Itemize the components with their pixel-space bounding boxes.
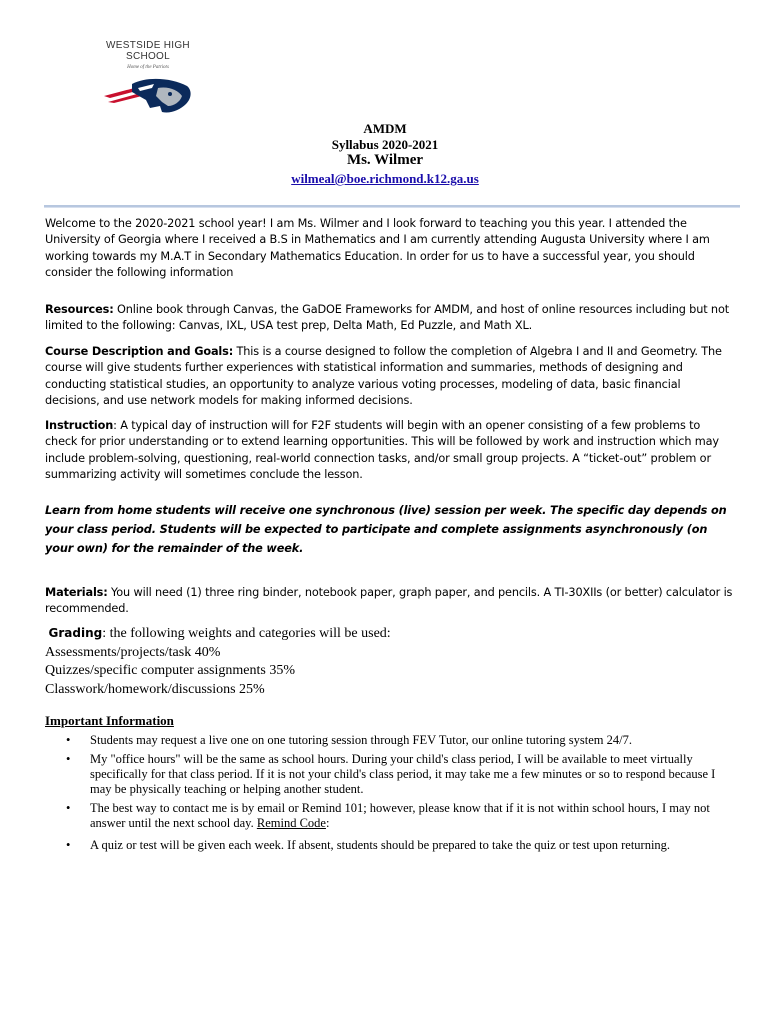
- grading-section: [45, 624, 735, 699]
- list-item: [45, 733, 735, 748]
- remind-code-suffix: :: [325, 816, 330, 830]
- bullet-icon: •: [66, 801, 71, 815]
- school-name-line2: SCHOOL: [125, 51, 171, 62]
- list-item-text: My "office hours" will be the same as school hours. During your child's class period, I will be available to meet virtually specifically for that class period. If it is not your child's class period, it may take me a few minutes or so to respond because I may be physically teaching or helping another student.: [90, 752, 716, 796]
- school-tagline: Home of the Patriots: [127, 65, 169, 70]
- bullet-icon: •: [66, 752, 71, 766]
- bullet-icon: •: [66, 733, 71, 747]
- school-name-line1: WESTSIDE HIGH: [106, 40, 190, 51]
- learn-from-home-notice: Learn from home students will receive one synchronous (live) session per week. The specific day depends on your class period. Students will be expected to participate and complete assignments asynchronously (on your own) for the remainder of the week.: [45, 504, 727, 555]
- bullet-icon: •: [66, 838, 71, 852]
- remind-code-label: Remind Code: [256, 816, 326, 830]
- materials-label: Materials:: [45, 586, 108, 599]
- course-title: AMDM: [363, 121, 407, 136]
- course-description-label: Course Description and Goals:: [45, 345, 234, 358]
- course-description-text: This is a course designed to follow the completion of Algebra I and II and Geometry. The course will give students further experiences with statistical information and summaries, methods of designing and conducting statistical studies, an opportunity to analyze various voting processes, modeling of data, basic financial decisions, and use network models for making informed decisions.: [45, 345, 722, 408]
- list-item: [45, 835, 735, 855]
- syllabus-year: Syllabus 2020-2021: [331, 137, 439, 152]
- course-description-paragraph: [45, 344, 735, 410]
- resources-label: Resources:: [45, 303, 114, 316]
- instruction-label: Instruction: [45, 419, 114, 432]
- important-info-list: [45, 733, 735, 859]
- grading-item: Quizzes/specific computer assignments 35%: [45, 663, 295, 678]
- welcome-paragraph: Welcome to the 2020-2021 school year! I am Ms. Wilmer and I look forward to teaching you this year. I attended the University of Georgia where I received a B.S in Mathematics and I am currently attending Augusta University where I am working towards my M.A.T in Secondary Mathematics Education. In order for us to have a successful year, you should consider the following information: [45, 217, 710, 280]
- instruction-paragraph: [45, 418, 735, 484]
- materials-paragraph: [45, 585, 735, 618]
- list-item-text: The best way to contact me is by email or Remind 101; however, please know that if it is not within school hours, I may not answer until the next school day.: [90, 801, 710, 830]
- school-name: [100, 40, 196, 62]
- grading-label: Grading: [48, 626, 103, 640]
- list-item: [45, 801, 735, 831]
- instruction-text: : A typical day of instruction will for F2F students will begin with an opener consisting of a few problems to check for prior understanding or to extend learning opportunities. This will be followed by work and instruction which may include problem-solving, questioning, real-world connection tasks, and/or small group projects. A “ticket-out” problem or summarizing activity will sometimes conclude the lesson.: [45, 419, 719, 482]
- grading-item: Classwork/homework/discussions 25%: [45, 681, 265, 697]
- important-info-heading: Important Information: [45, 713, 174, 728]
- grading-item: Assessments/projects/task 40%: [45, 644, 221, 660]
- grading-intro-line: [45, 624, 735, 644]
- list-item: [45, 752, 735, 797]
- patriot-head-icon: [102, 76, 194, 116]
- resources-paragraph: [45, 302, 735, 335]
- list-item-text: A quiz or test will be given each week. If absent, students should be prepared to take the quiz or test upon returning.: [90, 838, 671, 852]
- materials-text: You will need (1) three ring binder, notebook paper, graph paper, and pencils. A TI-30XIIs (or better) calculator is recommended.: [45, 586, 733, 616]
- school-logo: [100, 40, 200, 120]
- teacher-email-link[interactable]: wilmeal@boe.richmond.k12.ga.us: [291, 171, 479, 186]
- teacher-name: Ms. Wilmer: [346, 152, 424, 168]
- list-item-text: Students may request a live one on one tutoring session through FEV Tutor, our online tutoring system 24/7.: [90, 733, 632, 747]
- grading-intro: : the following weights and categories will be used:: [102, 626, 391, 641]
- header-divider: [44, 205, 740, 208]
- resources-text: Online book through Canvas, the GaDOE Frameworks for AMDM, and host of online resources including but not limited to the following: Canvas, IXL, USA test prep, Delta Math, Ed Puzzle, and Math XL.: [45, 303, 729, 333]
